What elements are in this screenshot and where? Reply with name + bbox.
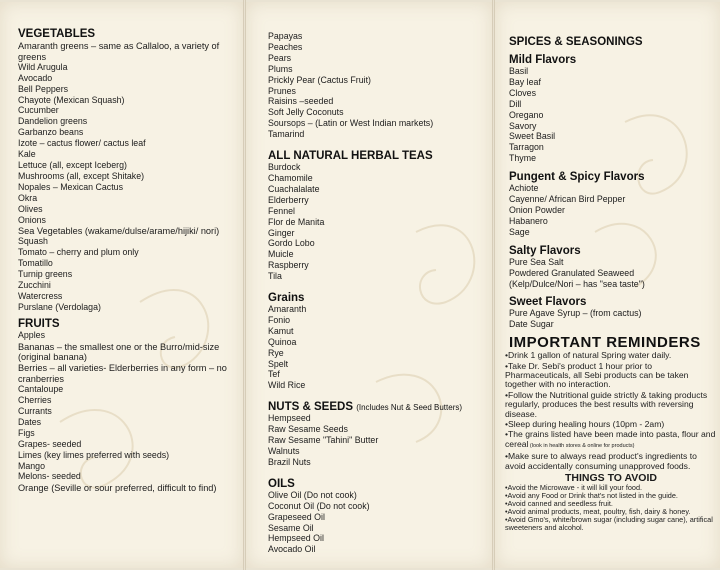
mild-flavor-item: Savory [509,120,537,132]
reminder-item: •Sleep during healing hours (10pm - 2am) [505,419,665,430]
nuts-title: NUTS & SEEDS [268,401,353,414]
tea-item: Burdock [268,162,301,174]
fruit-item: Apples [18,329,45,341]
mild-flavor-item: Bay leaf [509,76,541,88]
panel-spices-reminders [495,2,720,568]
fruit-item: Currants [18,406,52,417]
pungent-heading: Pungent & Spicy Flavors [509,171,645,184]
oil-item: Grapeseed Oil [268,511,325,523]
fruit-item: Dates [18,416,42,428]
tea-item: Raspberry [268,260,309,272]
fruit-item: Mango [18,460,45,472]
fruit-item: Plums [268,63,293,75]
mild-list [509,67,717,165]
grains-note: (look in health stores & online for products) [528,442,635,449]
fruit-item: Soursops – (Latin or West Indian markets) [268,118,434,130]
fruit-item: Figs [18,427,35,439]
vegetable-item: Cucumber [18,105,59,117]
tea-item: Chamomile [268,172,313,184]
grain-item: Wild Rice [268,380,306,392]
fruits-list [18,331,240,495]
oil-item: Hempseed Oil [268,533,324,545]
vegetable-item: Garbanzo beans [18,127,84,139]
panel-vegetables-fruits [0,2,243,568]
tea-item: Fennel [268,205,295,217]
vegetable-item: Chayote (Mexican Squash) [18,94,125,106]
fruit-item: Limes (key limes preferred with seeds) [18,449,170,461]
vegetable-item: Amaranth greens – same as Callaloo, a variety of greens [18,41,220,62]
reminders-heading: IMPORTANT REMINDERS [509,334,701,352]
pungent-flavor-item: Achiote [509,183,539,195]
avoid-list [505,484,717,531]
salty-list [509,258,717,291]
mild-flavor-item: Oregano [509,109,544,121]
tea-item: Elderberry [268,194,309,206]
fruit-item: Melons- seeded [18,471,81,483]
avoid-item: •Avoid Gmo's, white/brown sugar (including sugar cane), artifical sweeteners and alcohol. [505,514,713,532]
avoid-heading: THINGS TO AVOID [565,472,657,485]
reminder-item: •Take Dr. Sebi's product 1 hour prior to Pharmaceuticals, all Sebi products can be taken together with no interaction. [505,360,689,390]
section-sweet-flavors [509,296,717,331]
grain-item: Fonio [268,314,291,326]
reminder-item: •Drink 1 gallon of natural Spring water daily. [505,350,672,361]
teas-list [268,163,490,283]
grains-heading: Grains [268,292,305,305]
sweet-flavor-item: Date Sugar [509,319,554,331]
nuts-subtitle: (Includes Nut & Seed Butters) [356,403,463,413]
vegetable-item: Watercress [18,290,63,302]
fruit-item: Orange (Seville or sour preferred, difficult to find) [18,483,217,494]
grains-list [268,305,490,392]
vegetables-heading: VEGETABLES [18,28,96,40]
vegetable-item: Tomato – cherry and plum only [18,247,139,259]
oil-item: Coconut Oil (Do not cook) [268,500,370,512]
section-salty-flavors [509,245,717,291]
vegetable-item: Nopales – Mexican Cactus [18,181,123,193]
section-mild-flavors [509,54,717,165]
section-grains [268,292,490,392]
grain-item: Rye [268,347,284,359]
oils-list [268,491,490,556]
vegetable-item: Avocado [18,72,53,84]
avoid-item: •Avoid the Microwave - it will kill your food. [505,483,643,493]
oil-item: Avocado Oil [268,544,316,556]
vegetable-item: Lettuce (all, except Iceberg) [18,159,127,171]
pungent-list [509,184,717,239]
vegetable-item: Onions [18,214,46,226]
tea-item: Tila [268,271,282,283]
fruit-item: Grapes- seeded [18,438,82,450]
section-herbal-teas [268,150,490,283]
section-nuts-seeds [268,401,490,469]
vegetable-item: Okra [18,192,38,204]
vegetable-item: Izote – cactus flower/ cactus leaf [18,138,146,150]
vegetables-list [18,41,240,314]
reminder-item: •Follow the Nutritional guide strictly & taking products regularly, produces the best results with reversing disease. [505,389,708,419]
section-fruits [18,318,240,495]
sweet-flavor-item: Pure Agave Syrup – (from cactus) [509,308,642,320]
vegetable-item: Zucchini [18,279,51,291]
mild-flavor-item: Sweet Basil [509,131,556,143]
section-reminders [505,334,717,471]
section-oils [268,478,490,556]
fruit-item: Soft Jelly Coconuts [268,107,344,119]
fruit-item: Bananas – the smallest one or the Burro/mid-size (original banana) [18,341,220,363]
nuts-list [268,414,490,469]
vegetable-item: Squash [18,236,48,248]
salty-flavor-item: (Kelp/Dulce/Nori – has "sea taste") [509,278,645,290]
vegetable-item: Dandelion greens [18,116,88,128]
fruit-item: Tamarind [268,129,305,141]
section-things-to-avoid [505,472,717,531]
vegetable-item: Turnip greens [18,269,73,281]
nut-item: Hempseed [268,413,311,425]
pungent-flavor-item: Onion Powder [509,204,565,216]
nut-item: Raw Sesame Seeds [268,424,348,436]
vegetable-item: Purslane (Verdolaga) [18,301,101,313]
reminder-item: •Make sure to always read product's ingredients to avoid accidentally consuming unapproved foods. [505,451,697,471]
teas-heading: ALL NATURAL HERBAL TEAS [268,150,433,163]
avoid-item: •Avoid canned and seedless fruit. [505,498,613,508]
fruits-heading: FRUITS [18,317,60,330]
fruit-item: Prickly Pear (Cactus Fruit) [268,74,371,86]
avoid-item: •Avoid any Food or Drink that's not listed in the guide. [505,491,678,500]
reminders-list [505,351,717,471]
vegetable-item: Tomatillo [18,258,53,270]
salty-flavor-item: Pure Sea Salt [509,256,564,268]
fruit-item: Prunes [268,85,296,97]
vegetable-item: Wild Arugula [18,61,68,73]
fruit-item: Peaches [268,41,303,53]
section-pungent-flavors [509,171,717,239]
mild-flavor-item: Cloves [509,87,536,99]
nut-item: Raw Sesame "Tahini" Butter [268,435,379,447]
mild-flavor-item: Basil [509,66,529,77]
oil-item: Olive Oil (Do not cook) [268,489,357,501]
oil-item: Sesame Oil [268,522,314,534]
vegetable-item: Sea Vegetables (wakame/dulse/arame/hijiki/ nori) [18,226,220,237]
mild-flavor-item: Thyme [509,153,536,165]
pungent-flavor-item: Cayenne/ African Bird Pepper [509,194,626,206]
salty-flavor-item: Powdered Granulated Seaweed [509,267,635,279]
mild-flavor-item: Tarragon [509,142,544,154]
vegetable-item: Mushrooms (all, except Shitake) [18,170,145,182]
sweet-list [509,309,717,331]
fruit-item: Pears [268,52,292,64]
tea-item: Flor de Manita [268,216,325,228]
panel-fruits-teas-grains [246,2,492,568]
vegetable-item: Kale [18,149,36,161]
grain-item: Amaranth [268,304,307,316]
fruit-item: Cherries [18,395,52,407]
mild-heading: Mild Flavors [509,54,577,66]
fruit-item: Raisins –seeded [268,96,334,108]
spices-heading: SPICES & SEASONINGS [509,36,643,48]
tea-item: Ginger [268,227,295,239]
pungent-flavor-item: Habanero [509,215,548,227]
mild-flavor-item: Dill [509,98,522,110]
grain-item: Spelt [268,358,289,370]
grain-item: Tef [268,369,280,381]
section-vegetables [18,28,240,314]
oils-heading: OILS [268,477,295,490]
nut-item: Walnuts [268,446,300,457]
tea-item: Cuachalalate [268,183,320,195]
salty-heading: Salty Flavors [509,244,581,257]
fruit-item: Cantaloupe [18,384,64,396]
fruits-continued-list [268,32,490,141]
tea-item: Muicle [268,249,294,261]
grain-item: Quinoa [268,336,297,348]
fruit-item: Berries – all varieties- Elderberries in any form – no cranberries [18,363,227,385]
grain-item: Kamut [268,325,294,337]
fruit-item: Papayas [268,31,303,42]
tea-item: Gordo Lobo [268,238,315,250]
vegetable-item: Olives [18,203,43,215]
avoid-item: •Avoid animal products, meat, poultry, fish, dairy & honey. [505,506,691,516]
reminder-item: •The grains listed have been made into pasta, flour and cereal (look in health stores & online for products) [505,429,716,449]
vegetable-item: Bell Peppers [18,83,69,95]
nut-item: Brazil Nuts [268,456,311,468]
pungent-flavor-item: Sage [509,226,530,238]
sweet-heading: Sweet Flavors [509,296,587,309]
